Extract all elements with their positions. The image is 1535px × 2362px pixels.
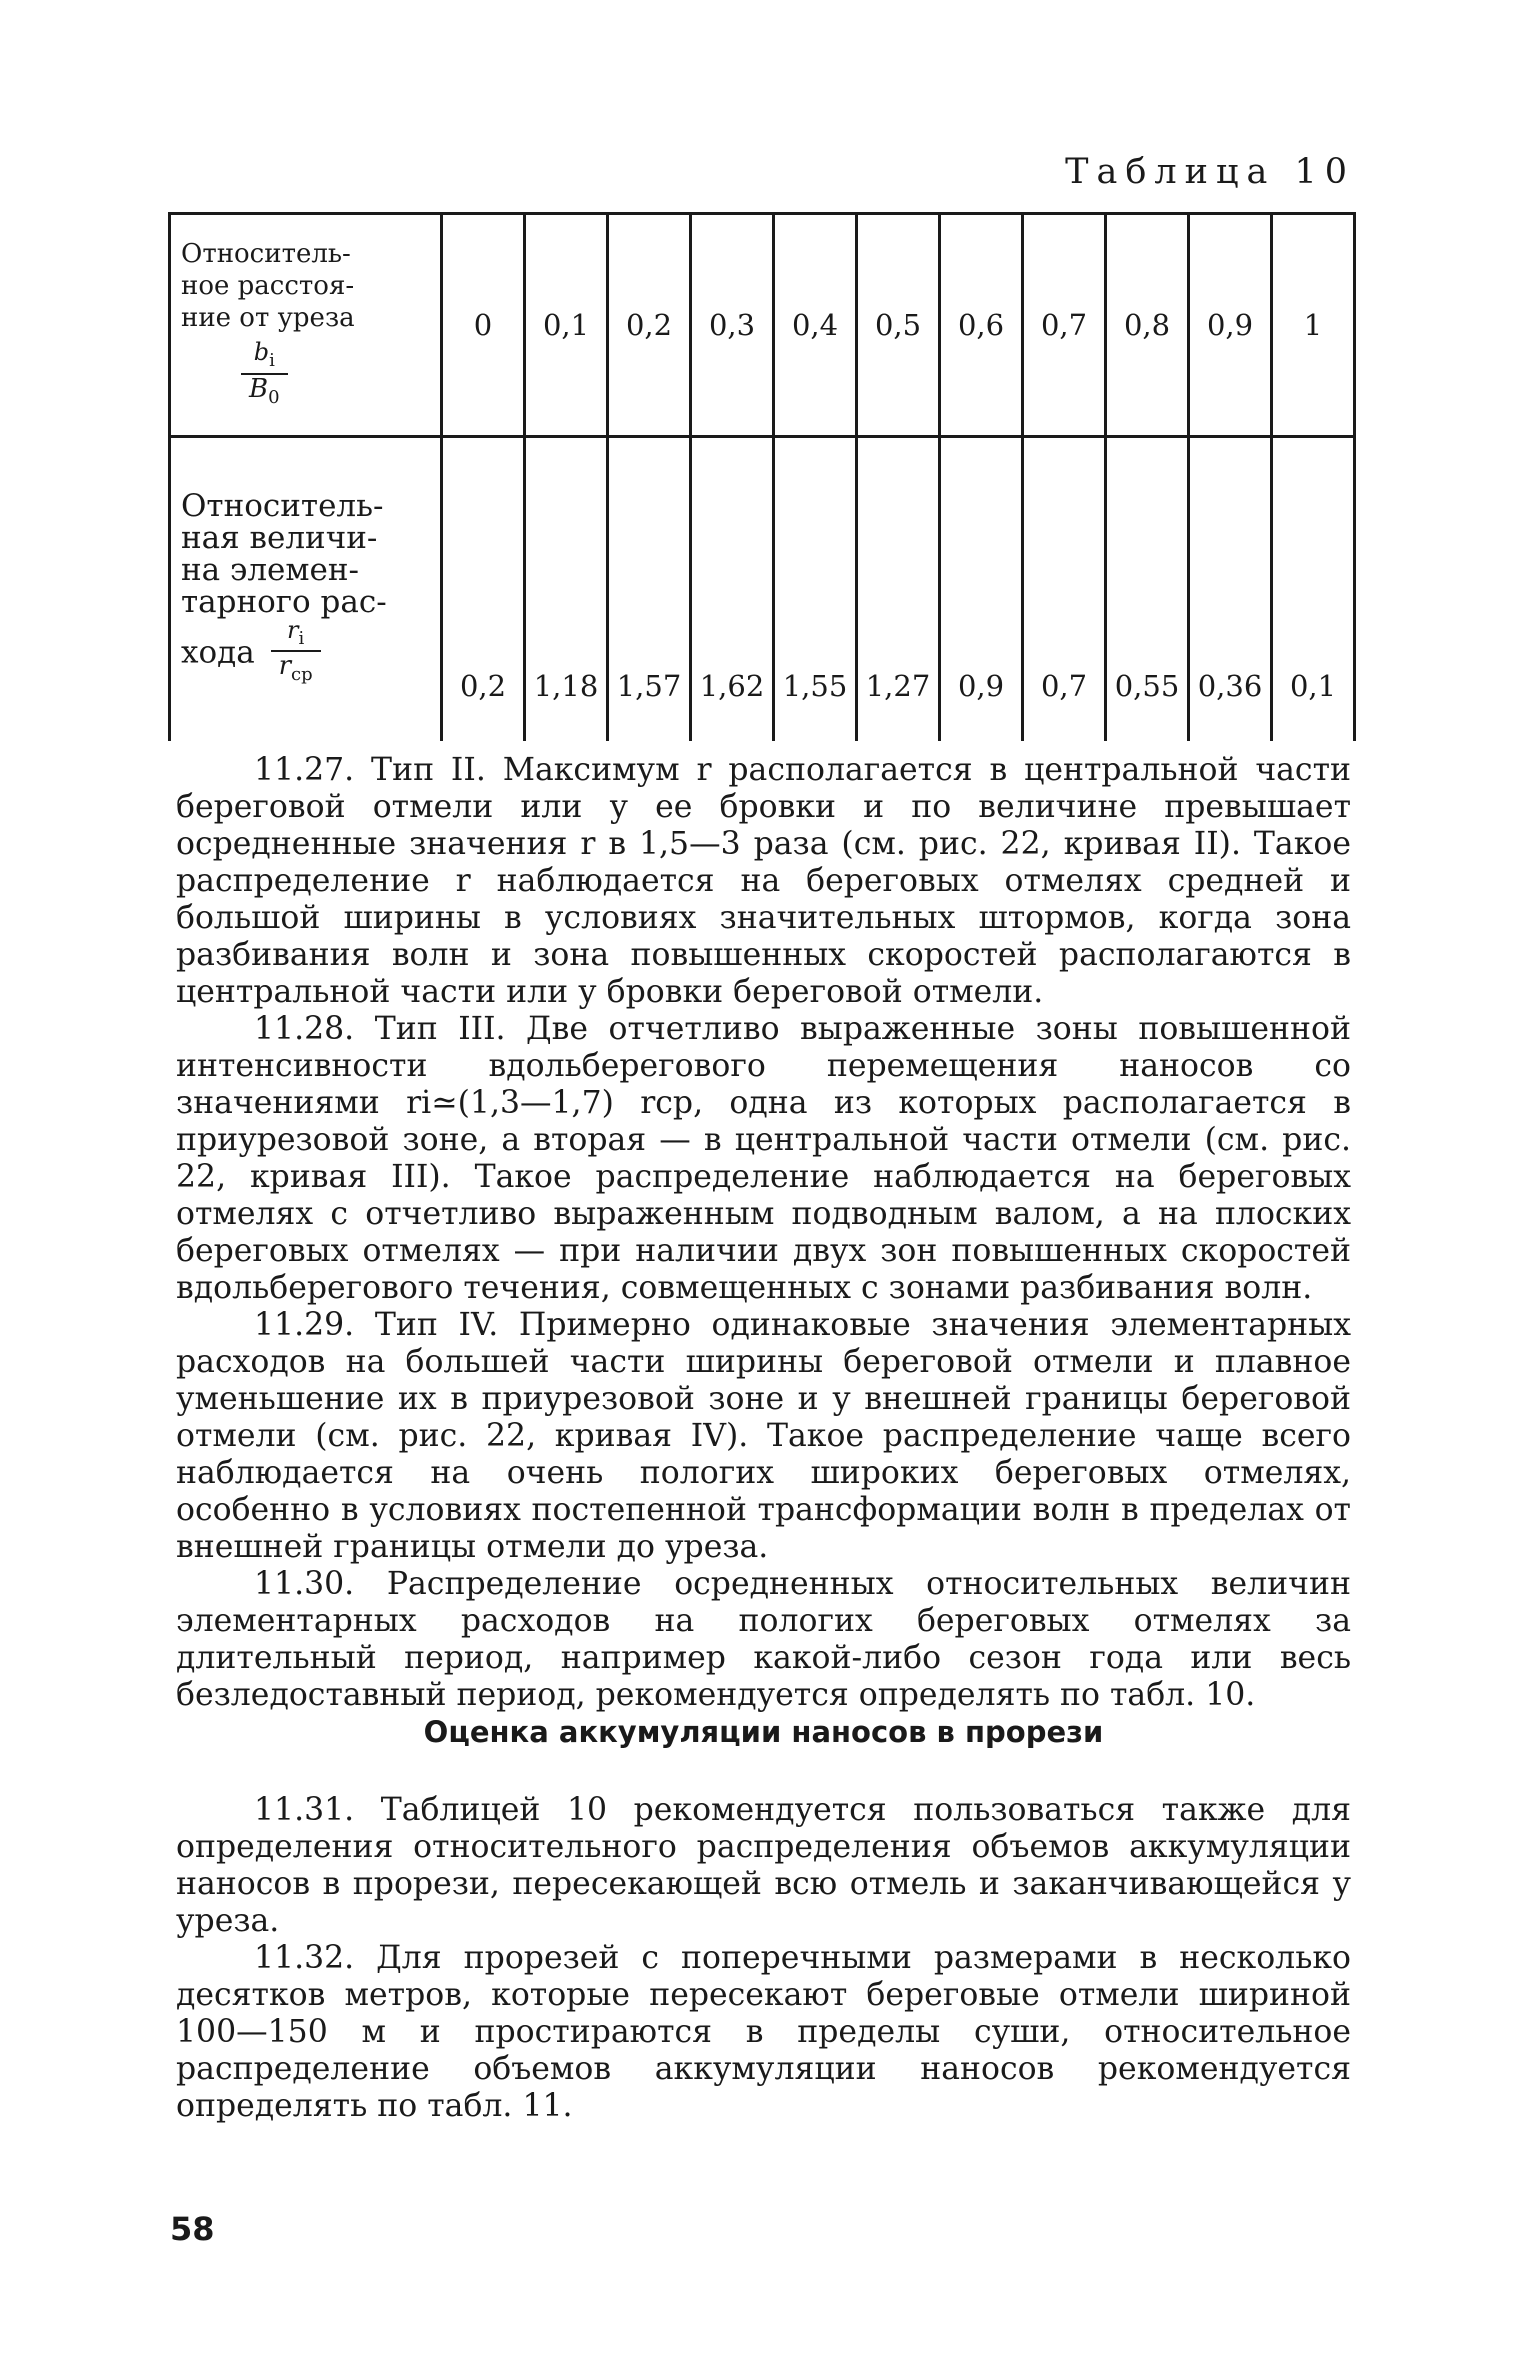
table-cell: 0,9 [1189,214,1272,437]
table-row-discharge [170,437,1355,742]
fraction-bi-b0 [241,340,288,412]
frac-den: r [278,651,292,682]
table-cell: 1,62 [691,437,774,742]
frac-den-sub: ср [291,664,313,686]
paragraph-11-31: 11.31. Таблицей 10 рекомендуется пользоваться также для определения относительного распределения объемов аккумуляции наносов в прорези, пересекающей всю отмель и заканчивающейся у уреза. [176,1792,1351,1939]
table-cell: 0,4 [774,214,857,437]
table-cell: 1 [1272,214,1355,437]
row-label-distance [170,214,442,437]
paragraph-11-32: 11.32. Для прорезей с поперечными размерами в несколько десятков метров, которые пересекают береговые отмели шириной 100—150 м и простираются в пределы суши, относительное распределение объемов аккумуляции наносов рекомендуется определять по табл. 11. [176,1940,1351,2124]
paragraph-11-27: 11.27. Тип II. Максимум r располагается в центральной части береговой отмели или у ее бровки и по величине превышает осредненные значения r в 1,5—3 раза (см. рис. 22, кривая II). Такое распределение r наблюдается на береговых отмелях средней и большой ширины в условиях значительных штормов, когда зона разбивания волн и зона повышенных скоростей располагаются в центральной части или у бровки береговой отмели. [176,752,1351,1010]
fraction-ri-rcp [271,615,321,690]
frac-num: r [286,615,299,644]
table-cell: 0,7 [1023,214,1106,437]
label-line: Относитель- [181,487,384,524]
table-cell: 0,7 [1023,437,1106,742]
frac-den: B [249,373,269,404]
table-cell: 0,6 [940,214,1023,437]
frac-num: b [253,338,270,366]
label-line: ное расстоя- [181,271,355,301]
table-caption: Таблица 10 [1065,152,1355,192]
body-text-section-a [176,752,1351,1714]
table-row-distance [170,214,1355,437]
table-cell: 1,27 [857,437,940,742]
table-cell: 0,36 [1189,437,1272,742]
label-line: хода [181,633,255,670]
table-cell: 0,1 [1272,437,1355,742]
table-cell: 1,55 [774,437,857,742]
paragraph-11-28: 11.28. Тип III. Две отчетливо выраженные зоны повышенной интенсивности вдольберегового перемещения наносов со значениями ri≃(1,3—1,7) rср, одна из которых располагается в приурезовой зоне, а вторая — в центральной части отмели (см. рис. 22, кривая III). Такое распределение наблюдается на береговых отмелях с отчетливо выраженным подводным валом, а на плоских береговых отмелях — при наличии двух зон повышенных скоростей вдольберегового течения, совмещенных с зонами разбивания волн. [176,1011,1351,1306]
table-cell: 0,9 [940,437,1023,742]
label-line: ние от уреза [181,303,355,333]
table-cell: 0,2 [442,437,525,742]
label-line: ная величи- [181,519,378,556]
table-cell: 1,57 [608,437,691,742]
table-cell: 0,8 [1106,214,1189,437]
paragraph-11-30: 11.30. Распределение осредненных относительных величин элементарных расходов на пологих береговых отмелях за длительный период, например какой-либо сезон года или весь безледоставный период, рекомендуется определять по табл. 10. [176,1566,1351,1713]
data-table [168,212,1356,741]
row-label-discharge [170,437,442,742]
paragraph-11-29: 11.29. Тип IV. Примерно одинаковые значения элементарных расходов на большей части ширины береговой отмели и плавное уменьшение их в приурезовой зоне и у внешней границы береговой отмели (см. рис. 22, кривая IV). Такое распределение чаще всего наблюдается на очень пологих широких береговых отмелях, особенно в условиях постепенной трансформации волн в пределах от внешней границы отмели до уреза. [176,1307,1351,1565]
label-line: на элемен- [181,551,359,588]
table-cell: 0,2 [608,214,691,437]
table-cell: 0,55 [1106,437,1189,742]
table-cell: 1,18 [525,437,608,742]
table-cell: 0 [442,214,525,437]
label-line: тарного рас- [181,583,387,620]
frac-den-sub: 0 [268,386,280,408]
body-text-section-b [176,1792,1351,2125]
table-cell: 0,1 [525,214,608,437]
section-heading: Оценка аккумуляции наносов в прорези [423,1715,1104,1749]
frac-num-sub: i [269,349,275,371]
frac-num-sub: i [298,627,305,649]
table-cell: 0,3 [691,214,774,437]
page-number: 58 [170,2210,215,2248]
label-line: Относитель- [181,239,351,269]
table-cell: 0,5 [857,214,940,437]
